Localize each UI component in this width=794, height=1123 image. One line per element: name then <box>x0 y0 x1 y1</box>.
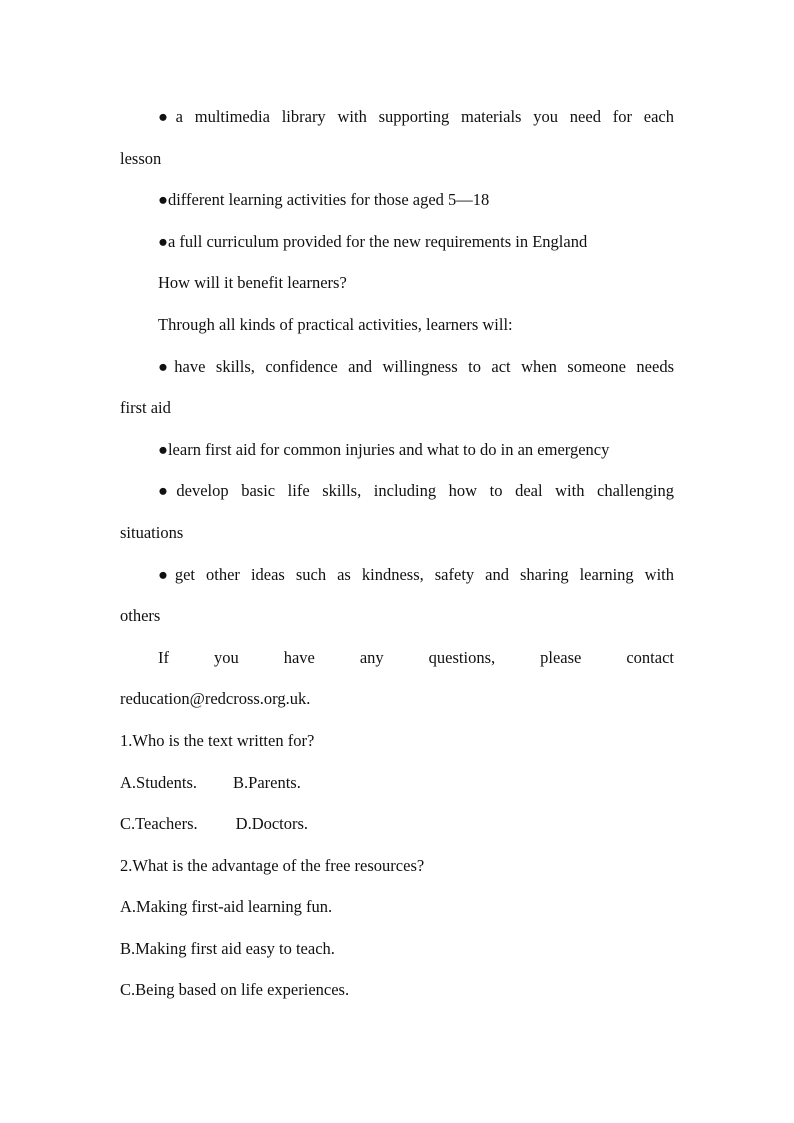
document-body <box>120 96 674 1011</box>
question-1-options-ab <box>120 762 674 804</box>
question-2-option-a: A.Making first-aid learning fun. <box>120 897 333 917</box>
bullet-library-line-2: lesson <box>120 148 162 168</box>
question-2-option-c: C.Being based on life experiences. <box>120 980 350 1000</box>
bullet-ideas-line-2: others <box>120 606 161 626</box>
question-2-option-b: B.Making first aid easy to teach. <box>120 938 335 958</box>
question-1-option-d: D.Doctors. <box>235 814 309 834</box>
bullet-curriculum: ●a full curriculum provided for the new requirements in England <box>158 231 588 251</box>
bullet-ideas-line-1: ●get other ideas such as kindness, safety and sharing learning with <box>158 564 674 584</box>
bullet-life-skills-line-2: situations <box>120 522 184 542</box>
bullet-skills-line-1: ●have skills, confidence and willingness to act when someone needs <box>158 356 674 376</box>
bullet-library-line-1: ●a multimedia library with supporting materials you need for each <box>158 107 674 126</box>
bullet-first-aid: ●learn first aid for common injuries and what to do in an emergency <box>158 439 610 459</box>
bullet-life-skills-line-1: ●develop basic life skills, including how to deal with challenging <box>158 481 674 501</box>
question-1-options-cd <box>120 803 674 845</box>
benefit-question: How will it benefit learners? <box>158 273 347 293</box>
question-1-option-c: C.Teachers. <box>120 814 198 834</box>
bullet-skills-line-2: first aid <box>120 398 171 418</box>
contact-email: reducation@redcross.org.uk. <box>120 689 311 709</box>
contact-line-1: If you have any questions, please contact <box>158 647 674 667</box>
question-1-option-a: A.Students. <box>120 772 198 792</box>
question-2-prompt: 2.What is the advantage of the free resources? <box>120 855 425 875</box>
bullet-activities: ●different learning activities for those aged 5—18 <box>158 190 490 210</box>
through-activities: Through all kinds of practical activities, learners will: <box>158 314 513 334</box>
question-1-option-b: B.Parents. <box>233 772 301 792</box>
question-1-prompt: 1.Who is the text written for? <box>120 730 315 750</box>
